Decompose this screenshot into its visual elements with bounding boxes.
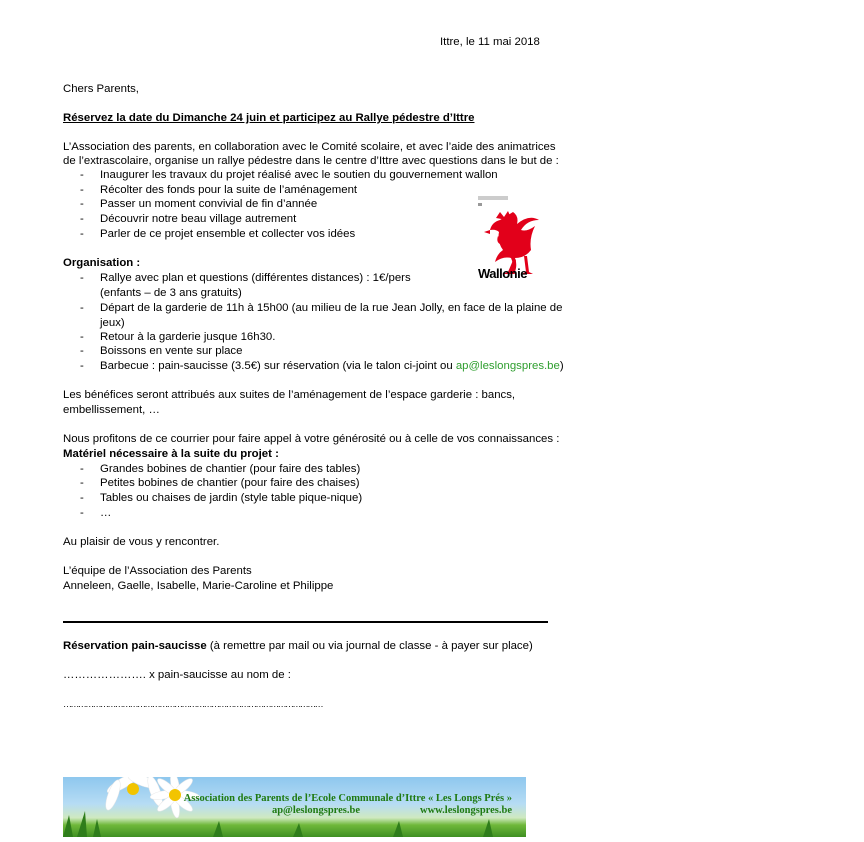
list-item-continuation: (enfants – de 3 ans gratuits) xyxy=(100,287,242,299)
reservation-qty-line: …………………. x pain-saucisse au nom de : xyxy=(63,669,291,681)
footer-banner xyxy=(63,777,526,837)
email-link[interactable]: ap@leslongspres.be xyxy=(455,360,560,372)
wallonie-logo xyxy=(470,190,550,286)
date-line: Ittre, le 11 mai 2018 xyxy=(440,36,540,48)
material-heading: Matériel nécessaire à la suite du projet : xyxy=(63,448,279,460)
footer-website[interactable]: www.leslongspres.be xyxy=(420,805,512,816)
appeal: Nous profitons de ce courrier pour faire appel à votre générosité ou à celle de vos connaissances : xyxy=(63,433,560,445)
intro-line-1: L’Association des parents, en collaboration avec le Comité scolaire, et avec l’aide des animatrices xyxy=(63,141,556,153)
organisation-heading: Organisation : xyxy=(63,257,141,269)
salutation: Chers Parents, xyxy=(63,83,139,95)
list-item-continuation: jeux) xyxy=(100,317,125,329)
benefits-line-1: Les bénéfices seront attribués aux suites de l’aménagement de l’espace garderie : bancs, xyxy=(63,389,516,401)
closing: Au plaisir de vous y rencontrer. xyxy=(63,536,220,548)
intro-line-2: de l’extrascolaire, organise un rallye pédestre dans le centre d’Ittre avec questions dans le but de : xyxy=(63,155,559,167)
divider xyxy=(63,621,548,623)
footer-email[interactable]: ap@leslongspres.be xyxy=(271,805,361,816)
signature-names: Anneleen, Gaelle, Isabelle, Marie-Caroline et Philippe xyxy=(63,580,334,592)
footer-contact xyxy=(272,805,512,816)
reservation-name-line: …………………………………………………………………………………………… xyxy=(63,699,323,709)
reservation-title-bold: Réservation pain-saucisse xyxy=(63,640,207,652)
reservation-title-rest: (à remettre par mail ou via journal de classe - à payer sur place) xyxy=(206,640,533,652)
headline: Réservez la date du Dimanche 24 juin et participez au Rallye pédestre d’Ittre xyxy=(63,112,475,124)
footer-association: Association des Parents de l’Ecole Communale d’Ittre « Les Longs Prés » xyxy=(183,793,512,804)
reservation-title xyxy=(63,639,533,653)
wallonie-name: Wallonie xyxy=(478,266,527,281)
benefits-line-2: embellissement, … xyxy=(63,404,160,416)
signature-team: L’équipe de l’Association des Parents xyxy=(63,565,252,577)
